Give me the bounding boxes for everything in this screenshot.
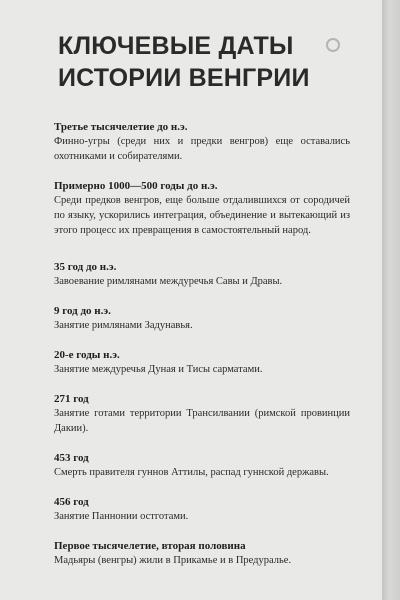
entry-date: 271 год	[54, 393, 89, 405]
entry-date: 456 год	[54, 496, 89, 508]
timeline-list	[54, 120, 350, 583]
entry-text: Смерть правителя гуннов Аттилы, распад гуннской державы.	[54, 467, 329, 478]
entry-date: Первое тысячелетие, вторая половина	[54, 540, 246, 552]
entry-text: Занятие римлянами Задунавья.	[54, 320, 193, 331]
entry-date: 20-е годы н.э.	[54, 349, 120, 361]
entry-text: Занятие Паннонии остготами.	[54, 511, 189, 522]
entry-date: 35 год до н.э.	[54, 261, 117, 273]
timeline-entry	[54, 451, 350, 480]
entry-text: Среди предков венгров, еще больше отдалившихся от сородичей по языку, ускорились интеграция, объединение и вытекающий из этого процесс их превращения в самостоятельный народ.	[54, 195, 350, 236]
book-spine-edge	[382, 0, 400, 600]
timeline-entry	[54, 392, 350, 436]
entry-date: Примерно 1000—500 годы до н.э.	[54, 180, 218, 192]
timeline-entry	[54, 260, 350, 289]
timeline-entry	[54, 348, 350, 377]
entry-date: 453 год	[54, 452, 89, 464]
entry-text: Мадьяры (венгры) жили в Прикамье и в Предуралье.	[54, 555, 292, 566]
entry-date: 9 год до н.э.	[54, 305, 111, 317]
page-title-line-1: КЛЮЧЕВЫЕ ДАТЫ	[58, 32, 294, 60]
page-title-line-2: ИСТОРИИ ВЕНГРИИ	[58, 64, 310, 92]
timeline-entry	[54, 539, 350, 568]
timeline-entry	[54, 495, 350, 524]
timeline-entry	[54, 179, 350, 238]
timeline-entry	[54, 304, 350, 333]
page-title	[58, 30, 368, 94]
entry-date: Третье тысячелетие до н.э.	[54, 121, 188, 133]
entry-text: Финно-угры (среди них и предки венгров) еще оставались охотниками и собирателями.	[54, 136, 350, 162]
entry-text: Занятие готами территории Трансилвании (римской провинции Дакии).	[54, 408, 350, 434]
entry-text: Занятие междуречья Дуная и Тисы сарматами.	[54, 364, 263, 375]
timeline-entry	[54, 120, 350, 164]
entry-text: Завоевание римлянами междуречья Савы и Дравы.	[54, 276, 283, 287]
